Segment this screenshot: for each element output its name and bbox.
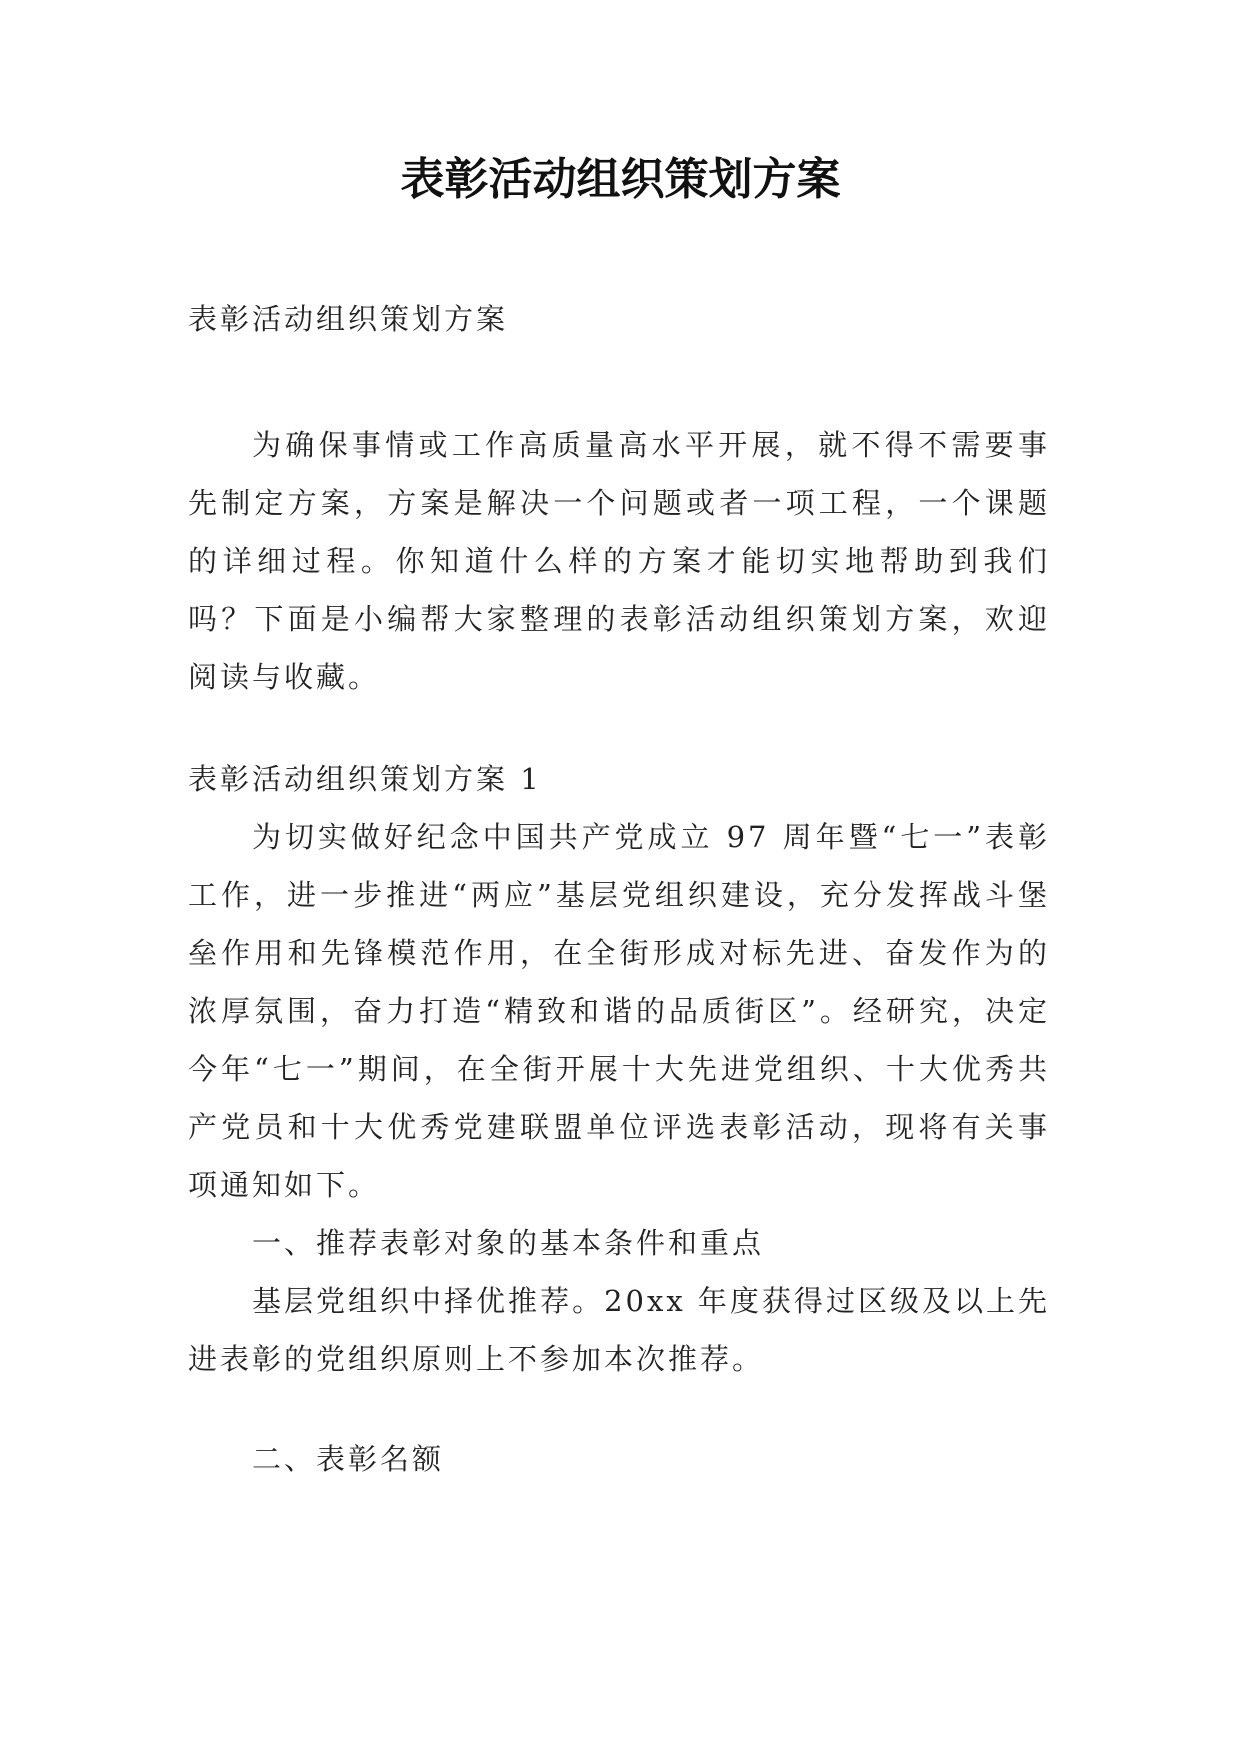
intro-paragraph: 为确保事情或工作高质量高水平开展，就不得不需要事先制定方案，方案是解决一个问题或者一项工程，一个课题的详细过程。你知道什么样的方案才能切实地帮助到我们吗？下面是小编帮大家整理的表彰活动组织策划方案，欢迎阅读与收藏。 bbox=[188, 428, 1050, 694]
section1-paragraph: 基层党组织中择优推荐。20xx 年度获得过区级及以上先进表彰的党组织原则上不参加本次推荐。 bbox=[188, 1284, 1050, 1376]
section2-heading: 二、表彰名额 bbox=[252, 1442, 445, 1476]
document-subtitle: 表彰活动组织策划方案 bbox=[188, 302, 509, 336]
plan1-heading: 表彰活动组织策划方案 1 bbox=[188, 762, 542, 796]
document-body bbox=[188, 290, 1050, 1488]
plan1-paragraph: 为切实做好纪念中国共产党成立 97 周年暨“七一”表彰工作，进一步推进“两应”基层党组织建设，充分发挥战斗堡垒作用和先锋模范作用，在全街形成对标先进、奋发作为的浓厚氛围，奋力打造“精致和谐的品质街区”。经研究，决定今年“七一”期间，在全街开展十大先进党组织、十大优秀共产党员和十大优秀党建联盟单位评选表彰活动，现将有关事项通知如下。 bbox=[188, 820, 1050, 1202]
document-title: 表彰活动组织策划方案 bbox=[400, 154, 841, 205]
section1-heading: 一、推荐表彰对象的基本条件和重点 bbox=[252, 1226, 765, 1260]
